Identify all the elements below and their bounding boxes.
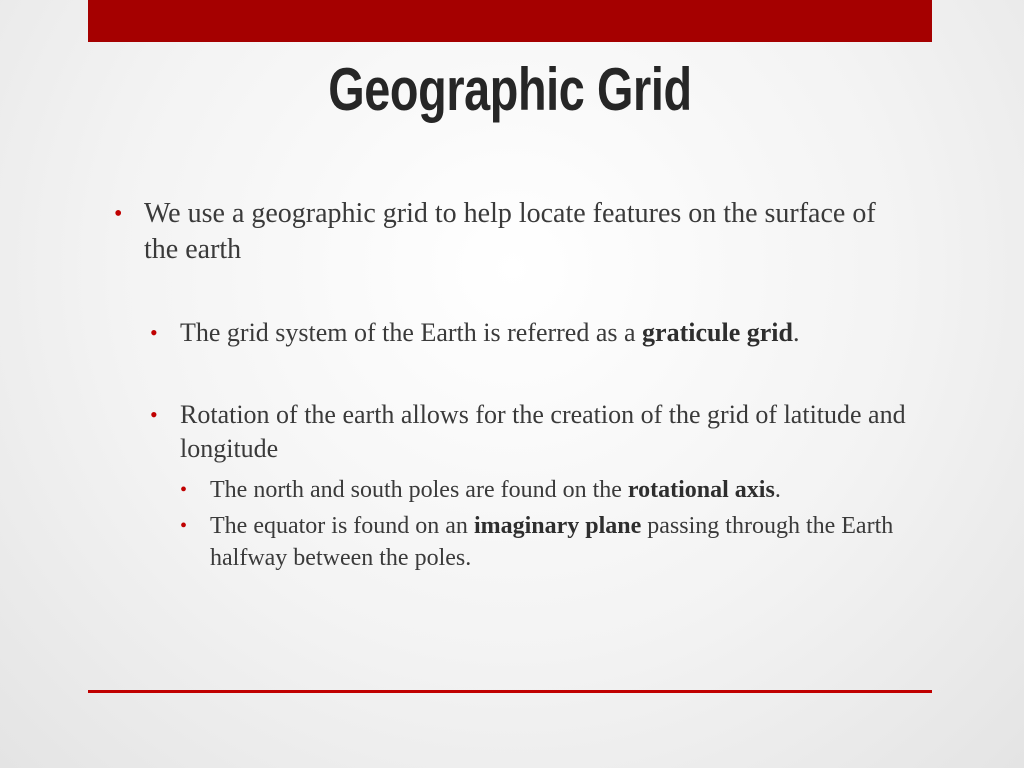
bullet-text: Rotation of the earth allows for the creation of the grid of latitude and longitude bbox=[180, 400, 906, 463]
bullet-level3 bbox=[178, 510, 912, 574]
bullet-bold-term: rotational axis bbox=[627, 477, 775, 503]
bullet-level1 bbox=[112, 196, 912, 268]
slide-body bbox=[112, 196, 912, 574]
slide-title: Geographic Grid bbox=[328, 56, 692, 123]
bullet-text: passing through the Earth halfway between the poles. bbox=[210, 513, 894, 571]
bullet-text: The grid system of the Earth is referred as a bbox=[180, 318, 643, 347]
bullet-level2 bbox=[148, 398, 912, 466]
bullet-bold-term: graticule grid bbox=[642, 318, 793, 347]
bullet-text: . bbox=[774, 477, 781, 503]
bullet-text: . bbox=[792, 318, 800, 347]
bullet-level2 bbox=[148, 316, 912, 350]
bullet-bold-term: imaginary plane bbox=[473, 513, 642, 539]
bullet-level3 bbox=[178, 474, 912, 506]
bullet-text: The north and south poles are found on the bbox=[210, 477, 628, 503]
bullet-text: The equator is found on an bbox=[210, 513, 474, 539]
top-accent-bar bbox=[88, 0, 932, 42]
bullet-text: We use a geographic grid to help locate features on the surface of the earth bbox=[144, 198, 876, 265]
bottom-divider-line bbox=[88, 690, 932, 693]
